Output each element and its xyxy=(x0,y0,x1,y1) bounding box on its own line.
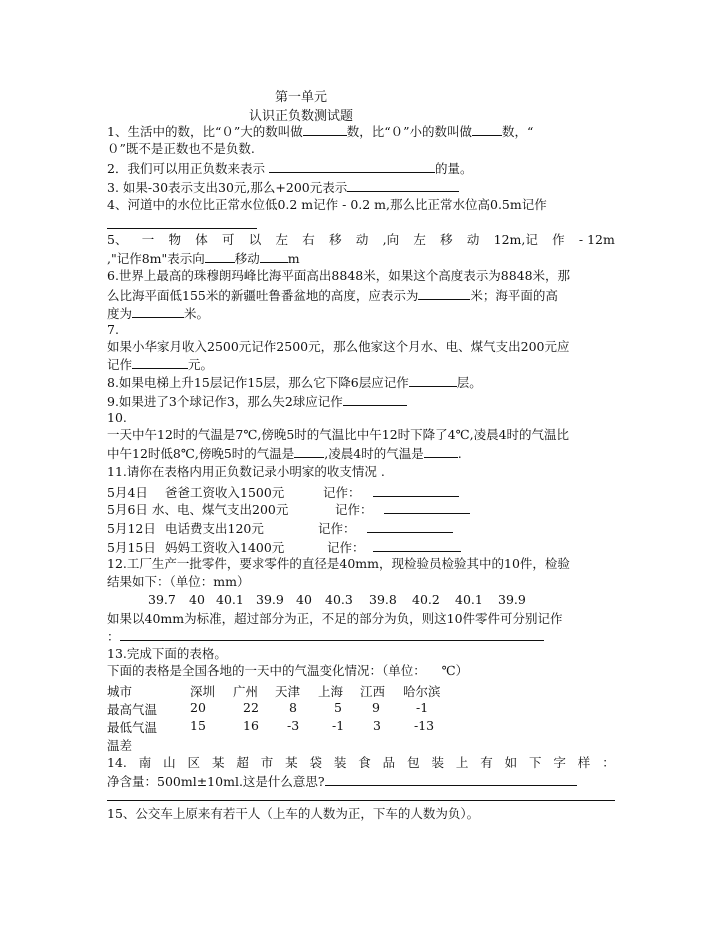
blank xyxy=(384,501,470,514)
blank xyxy=(409,374,457,387)
table-cell: 15 xyxy=(190,718,206,733)
table-header: 广州 xyxy=(233,684,259,699)
table-header: 城市 xyxy=(107,684,133,699)
table-header: 江西 xyxy=(360,684,386,699)
table-cell: 16 xyxy=(243,718,259,733)
table-cell: -3 xyxy=(287,718,300,733)
question-4: 4、河道中的水位比正常水位低0.2 m记作 - 0.2 m,那么比正常水位高0.5m记作 xyxy=(107,197,547,212)
value: 39.7 xyxy=(148,592,176,607)
value: 40.2 xyxy=(412,592,440,607)
value: 39.9 xyxy=(256,592,284,607)
row-text: 电话费支出120元 xyxy=(165,521,264,536)
table-cell: 20 xyxy=(190,700,206,715)
table-header: 上海 xyxy=(318,684,344,699)
answer-line xyxy=(107,800,615,801)
blank xyxy=(367,520,453,533)
question-1-line-2: ０”既不是正数也不是负数. xyxy=(107,141,255,156)
question-12-line-2: 结果如下：（单位：mm） xyxy=(107,574,250,589)
value: 40.3 xyxy=(325,592,353,607)
question-9: 9.如果进了3个球记作3，那么失2球应记作 xyxy=(107,393,407,410)
question-5-line-1: 5、 一 物 体 可 以 左 右 移 动 ,向 左 移 动 12m,记 作 - 12m xyxy=(107,232,615,247)
table-header: 天津 xyxy=(275,684,301,699)
question-13-intro: 下面的表格是全国各地的一天中的气温变化情况：（单位： ℃） xyxy=(107,663,469,678)
blank xyxy=(424,445,458,458)
table-header: 哈尔滨 xyxy=(403,684,441,699)
question-15: 15、公交车上原来有若干人（上车的人数为正，下车的人数为负）。 xyxy=(107,806,480,821)
question-6-line-2: 么比海平面低155米的新疆吐鲁番盆地的高度，应表示为 米；海平面的高 xyxy=(107,288,558,303)
question-10-line-2: 中午12时低8℃,傍晚5时的气温是 ,凌晨4时的气温是 . xyxy=(107,446,462,461)
value: 40.1 xyxy=(455,592,483,607)
row-date: 5月12日 xyxy=(107,521,156,536)
blank xyxy=(325,773,577,786)
blank xyxy=(132,305,184,318)
question-12-line-1: 12.工厂生产一批零件，要求零件的直径是40mm，现检验员检验其中的10件，检验 xyxy=(107,556,570,571)
blank xyxy=(260,250,288,263)
question-10-number: 10. xyxy=(107,410,127,425)
blank xyxy=(418,287,470,300)
question-3: 3. 如果-30表示支出30元,那么+200元表示 xyxy=(107,179,459,196)
question-14-line-2: 净含量：500ml±10ml.这是什么意思? xyxy=(107,773,577,790)
blank xyxy=(205,250,235,263)
table-cell: 9 xyxy=(372,700,380,715)
value: 40 xyxy=(189,592,205,607)
blank xyxy=(373,484,459,497)
row-label: 温差 xyxy=(107,738,133,753)
table-cell: 22 xyxy=(243,700,259,715)
blank xyxy=(132,356,188,369)
value: 40 xyxy=(296,592,312,607)
question-5-line-2: ,"记作8m"表示向 移动 m xyxy=(107,251,300,266)
unit-title: 第一单元 xyxy=(275,90,328,105)
value: 40.1 xyxy=(216,592,244,607)
blank xyxy=(343,393,407,406)
blank xyxy=(373,539,461,552)
blank xyxy=(303,123,347,136)
row-label: 记作： xyxy=(318,521,356,536)
blank xyxy=(347,179,459,192)
value: 39.9 xyxy=(498,592,526,607)
row-text: 水、电、煤气支出200元 xyxy=(152,502,289,517)
value: 39.8 xyxy=(369,592,397,607)
question-6-line-3: 度为 米。 xyxy=(107,306,210,321)
row-label: 最高气温 xyxy=(107,702,158,717)
test-title: 认识正负数测试题 xyxy=(249,109,354,124)
question-7-line-1: 如果小华家月收入2500元记作2500元，那么他家这个月水、电、煤气支出200元应 xyxy=(107,339,570,354)
row-label: 记作： xyxy=(335,502,373,517)
question-11: 11.请你在表格内用正负数记录小明家的收支情况 . xyxy=(107,464,385,479)
row-label: 记作： xyxy=(327,540,365,555)
question-14-line-1: 14. 南 山 区 某 超 市 某 袋 装 食 品 包 装 上 有 如 下 字 样 ： xyxy=(107,755,615,770)
table-header: 深圳 xyxy=(190,684,216,699)
question-1-line-1: 1、生活中的数，比“０”大的数叫做 数，比“０”小的数叫做 数，“ xyxy=(107,124,534,139)
table-cell: 3 xyxy=(373,718,381,733)
question-2: 2．我们可以用正负数来表示 的量。 xyxy=(107,161,473,176)
row-label: 最低气温 xyxy=(107,720,158,735)
question-10-line-1: 一天中午12时的气温是7℃,傍晚5时的气温比中午12时下降了4℃,凌晨4时的气温比 xyxy=(107,427,570,442)
question-7-number: 7. xyxy=(107,322,119,337)
row-date: 5月15日 xyxy=(107,540,156,555)
row-date: 5月4日 xyxy=(107,485,148,500)
row-date: 5月6日 xyxy=(107,502,148,517)
question-12-line-4: ： xyxy=(107,628,544,645)
row-text: 爸爸工资收入1500元 xyxy=(165,485,285,500)
row-text: 妈妈工资收入1400元 xyxy=(165,540,285,555)
question-7-line-2: 记作 元。 xyxy=(107,357,214,372)
table-cell: -1 xyxy=(416,700,429,715)
blank xyxy=(294,445,324,458)
question-6-line-1: 6.世界上最高的珠穆朗玛峰比海平面高出8848米，如果这个高度表示为8848米，那 xyxy=(107,268,571,283)
table-cell: 8 xyxy=(289,700,297,715)
blank xyxy=(269,160,435,173)
table-cell: -13 xyxy=(414,718,435,733)
table-cell: 5 xyxy=(334,700,342,715)
question-12-line-3: 如果以40mm为标准，超过部分为正，不足的部分为负，则这10件零件可分别记作 xyxy=(107,611,563,626)
blank xyxy=(120,628,544,641)
row-label: 记作： xyxy=(323,485,361,500)
blank xyxy=(472,123,502,136)
answer-line xyxy=(107,228,257,229)
question-13: 13.完成下面的表格。 xyxy=(107,646,227,661)
table-cell: -1 xyxy=(332,718,345,733)
question-8: 8.如果电梯上升15层记作15层，那么它下降6层应记作 层。 xyxy=(107,375,482,390)
